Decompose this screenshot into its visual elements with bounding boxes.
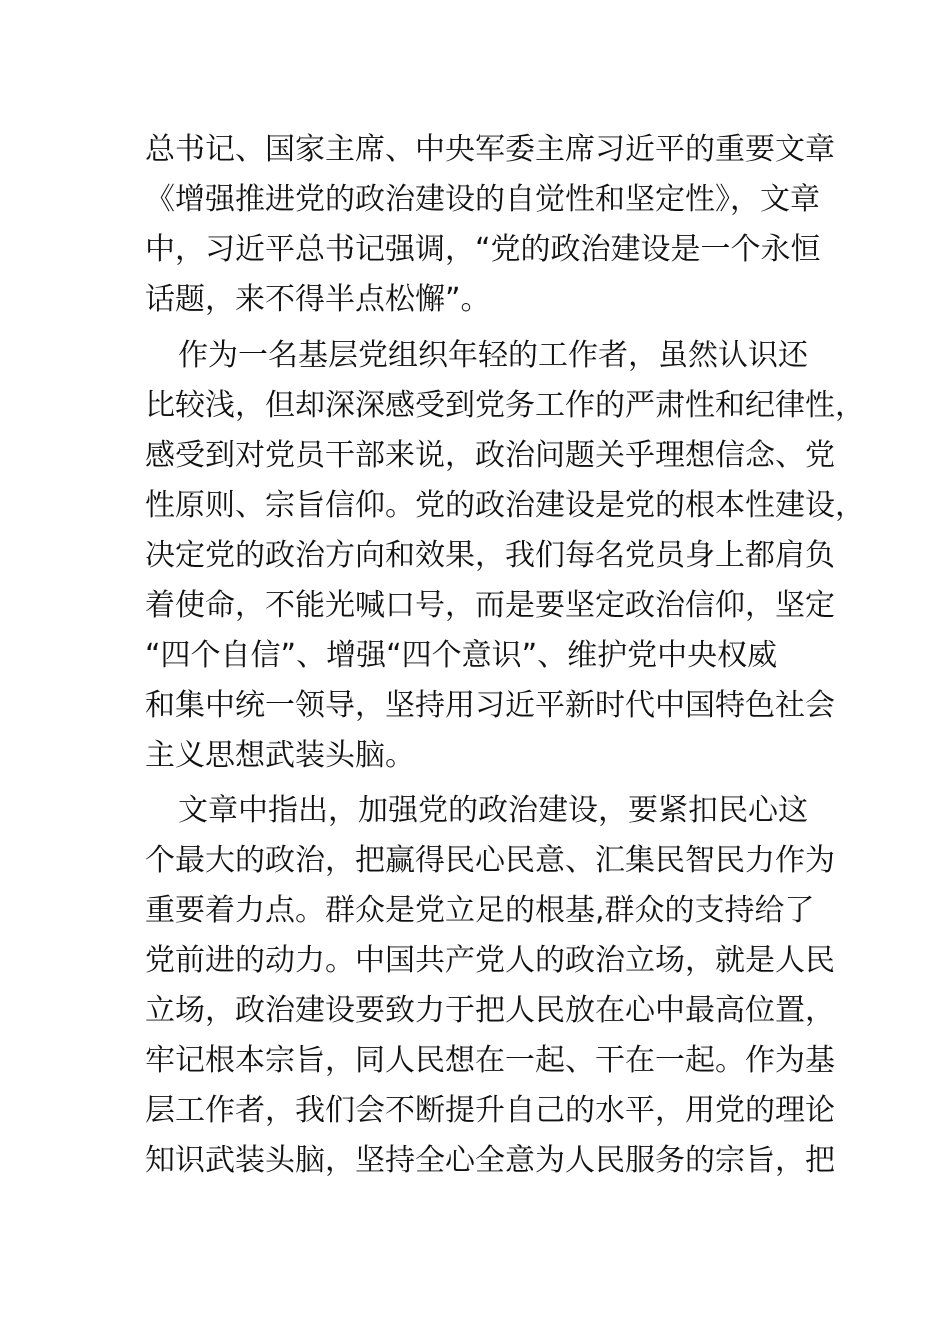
text-line: 重要着力点。群众是党立足的根基,群众的支持给了 xyxy=(145,893,815,928)
text-line: 主义思想武装头脑。 xyxy=(145,738,415,773)
text-line: 总书记、国家主席、中央军委主席习近平的重要文章 xyxy=(145,132,835,167)
text-line: 《增强推进党的政治建设的自觉性和坚定性》，文章 xyxy=(145,182,820,217)
text-line: “四个自信”、增强“四个意识”、维护党中央权威 xyxy=(145,638,778,673)
text-line: 知识武装头脑，坚持全心全意为人民服务的宗旨，把 xyxy=(145,1143,835,1178)
text-line: 党前进的动力。中国共产党人的政治立场，就是人民 xyxy=(145,943,835,978)
text-line: 感受到对党员干部来说，政治问题关乎理想信念、党 xyxy=(145,438,835,473)
text-line: 和集中统一领导，坚持用习近平新时代中国特色社会 xyxy=(145,688,835,723)
text-line: 文章中指出，加强党的政治建设，要紧扣民心这 xyxy=(178,793,808,828)
text-line: 牢记根本宗旨，同人民想在一起、干在一起。作为基 xyxy=(145,1043,835,1078)
text-line: 性原则、宗旨信仰。党的政治建设是党的根本性建设， xyxy=(145,488,865,523)
text-line: 比较浅，但却深深感受到党务工作的严肃性和纪律性， xyxy=(145,388,865,423)
text-line: 着使命，不能光喊口号，而是要坚定政治信仰，坚定 xyxy=(145,588,835,623)
text-line: 话题，来不得半点松懈”。 xyxy=(145,282,491,317)
text-line: 作为一名基层党组织年轻的工作者，虽然认识还 xyxy=(178,338,808,373)
text-line: 中，习近平总书记强调，“党的政治建设是一个永恒 xyxy=(145,232,821,267)
text-line: 立场，政治建设要致力于把人民放在心中最高位置， xyxy=(145,993,835,1028)
text-line: 个最大的政治，把赢得民心民意、汇集民智民力作为 xyxy=(145,843,835,878)
text-line: 决定党的政治方向和效果，我们每名党员身上都肩负 xyxy=(145,538,835,573)
text-line: 层工作者，我们会不断提升自己的水平，用党的理论 xyxy=(145,1093,835,1128)
